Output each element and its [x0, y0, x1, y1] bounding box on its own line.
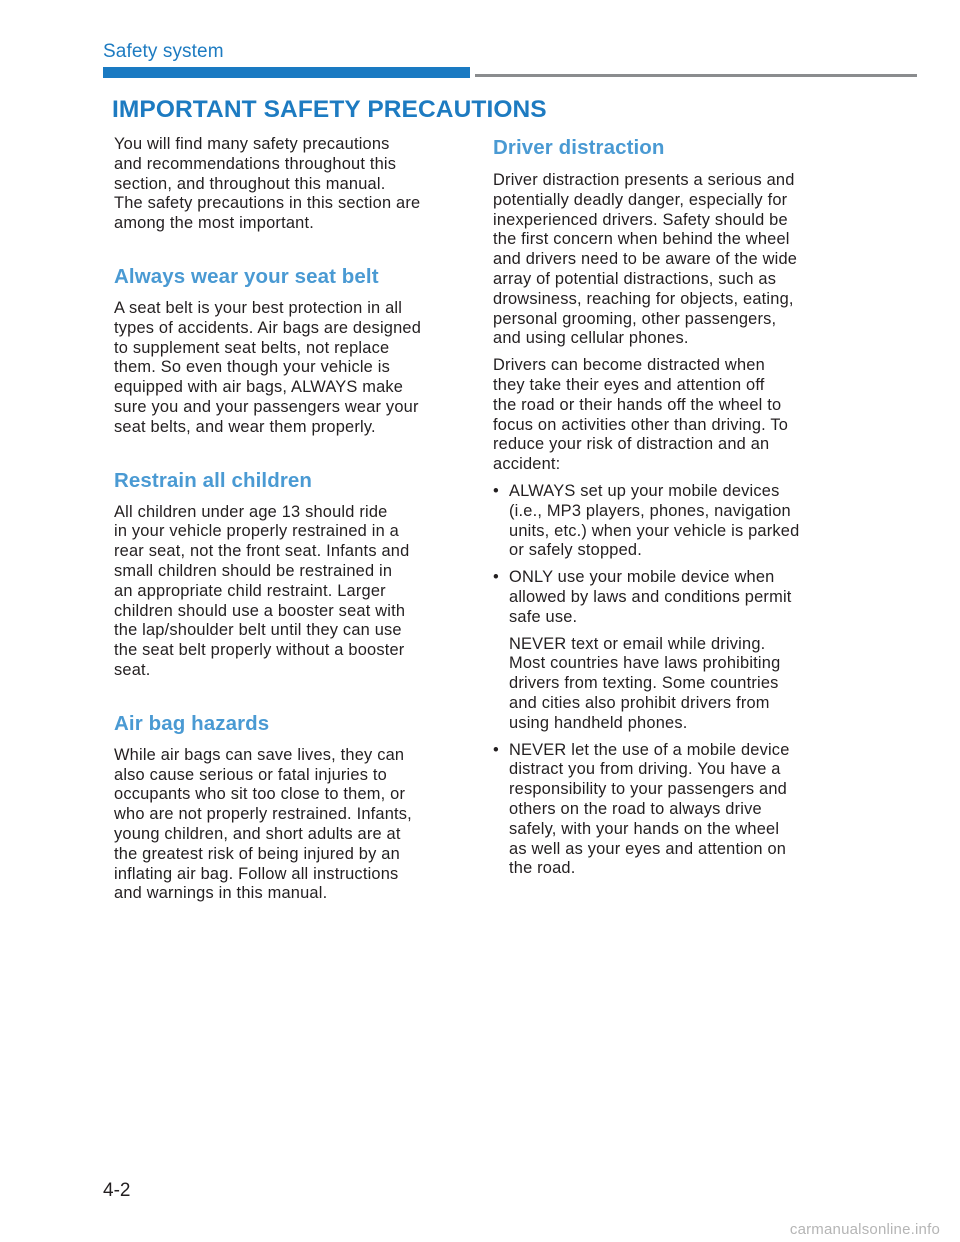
page-title: IMPORTANT SAFETY PRECAUTIONS: [112, 96, 547, 123]
air-bag-heading: Air bag hazards: [114, 711, 270, 735]
distraction-heading: Driver distraction: [493, 136, 665, 159]
list-item: [493, 741, 841, 880]
watermark: carmanualsonline.info: [789, 1221, 940, 1238]
bullet-note: NEVER text or email while driving. Most countries have laws prohibiting drivers from texting. Some countries and cities also prohibit drivers from using handheld phones.: [509, 634, 781, 732]
list-item: [493, 482, 841, 561]
left-column: [114, 135, 462, 904]
distraction-bullet-list: [493, 482, 841, 879]
bullet-text: ONLY use your mobile device when allowed by laws and conditions permit safe use.: [509, 568, 792, 626]
seat-belt-paragraph: A seat belt is your best protection in all types of accidents. Air bags are designed to supplement seat belts, not replace them. So even though your vehicle is equipped with air bags, ALWAYS make sure you and your passengers wear your seat belts, and wear them properly.: [114, 298, 422, 436]
distraction-paragraph-1: Driver distraction presents a serious and potentially deadly danger, especially for inexperienced drivers. Safety should be the first concern when behind the wheel and drivers need to be aware of the wide array of potential distractions, such as drowsiness, reaching for objects, eating, personal grooming, other passengers, and using cellular phones.: [493, 171, 798, 348]
header-accent-bar: [103, 67, 470, 78]
running-header-title: Safety system: [103, 41, 224, 62]
bullet-marker: •: [493, 740, 499, 759]
page-number: 4-2: [103, 1180, 131, 1201]
intro-paragraph: You will find many safety precautions and recommendations throughout this section, and throughout this manual. The safety precautions in this section are among the most important.: [114, 135, 421, 233]
bullet-marker: •: [493, 481, 499, 500]
bullet-marker: •: [493, 568, 499, 587]
seat-belt-heading: Always wear your seat belt: [114, 264, 379, 288]
bullet-text: ALWAYS set up your mobile devices (i.e., MP3 players, phones, navigation units, etc.) when your vehicle is parked or safely stopped.: [509, 481, 800, 560]
distraction-paragraph-2: Drivers can become distracted when they take their eyes and attention off the road or their hands off the wheel to focus on activities other than driving. To reduce your risk of distraction and an accident:: [493, 356, 789, 474]
bullet-text: NEVER let the use of a mobile device distract you from driving. You have a responsibility to your passengers and others on the road to always drive safely, with your hands on the wheel as well as your eyes and attention on the road.: [509, 740, 790, 878]
list-item: [493, 568, 841, 733]
air-bag-paragraph: While air bags can save lives, they can also cause serious or fatal injuries to occupants who sit too close to them, or who are not properly restrained. Infants, young children, and short adults are at the greatest risk of being injured by an inflating air bag. Follow all instructions and warnings in this manual.: [114, 745, 412, 903]
header-rule: [475, 74, 917, 77]
right-column: [493, 135, 841, 886]
children-paragraph: All children under age 13 should ride in your vehicle properly restrained in a rear seat, not the front seat. Infants and small children should be restrained in an appropriate child restraint. Larger children should use a booster seat with the lap/shoulder belt until they can use the seat belt properly without a booster seat.: [114, 502, 410, 679]
children-heading: Restrain all children: [114, 468, 313, 492]
